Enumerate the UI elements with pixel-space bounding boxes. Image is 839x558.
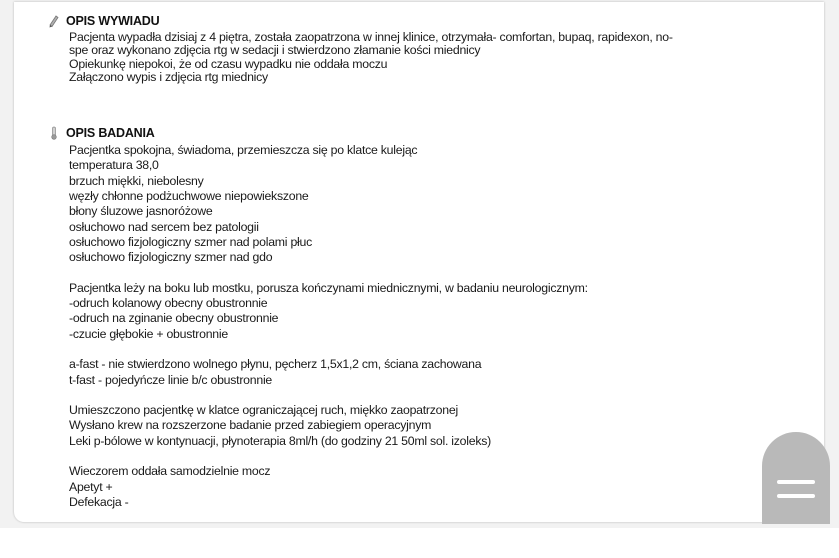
- interview-title: OPIS WYWIADU: [66, 14, 160, 28]
- pencil-icon: [48, 14, 60, 28]
- text-line: Umieszczono pacjentkę w klatce ograniczającej ruch, miękko zaopatrzonej: [69, 403, 458, 418]
- text-line: Wieczorem oddała samodzielnie mocz: [69, 464, 271, 479]
- text-line: Opiekunkę niepokoi, że od czasu wypadku nie oddała moczu: [69, 56, 388, 71]
- text-line: Pacjentka leży na boku lub mostku, porusza kończynami miednicznymi, w badaniu neurologicznym:: [69, 280, 588, 295]
- text-line: -odruch kolanowy obecny obustronnie: [69, 296, 268, 310]
- text-line: osłuchowo fizjologiczny szmer nad gdo: [69, 250, 273, 265]
- text-line: Pacjenta wypadła dzisiaj z 4 piętra, została zaopatrzona w innej klinice, otrzymała- comfortan, bupaq, rapidexon, no-: [69, 30, 673, 44]
- text-line: osłuchowo nad sercem bez patologii: [69, 219, 259, 234]
- text-line: Apetyt +: [69, 479, 113, 494]
- text-line: błony śluzowe jasnoróżowe: [69, 204, 213, 219]
- text-line: a-fast - nie stwierdzono wolnego płynu, pęcherz 1,5x1,2 cm, ściana zachowana: [69, 357, 482, 372]
- exam-title: OPIS BADANIA: [66, 126, 155, 140]
- text-line: -czucie głębokie + obustronnie: [69, 326, 228, 341]
- text-line: Załączono wypis i zdjęcia rtg miednicy: [69, 70, 268, 85]
- text-line: Pacjentka spokojna, świadoma, przemieszcza się po klatce kulejąc: [69, 143, 418, 157]
- thermometer-icon: [48, 126, 60, 140]
- text-line: -odruch na zginanie obecny obustronnie: [69, 311, 279, 326]
- text-line: brzuch miękki, niebolesny: [69, 173, 204, 188]
- text-line: temperatura 38,0: [69, 158, 159, 173]
- record-card: [14, 2, 824, 522]
- text-line: spe oraz wykonano zdjęcia rtg w sedacji i stwierdzono złamanie kości miednicy: [69, 43, 481, 58]
- text-line: Defekacja -: [69, 494, 129, 509]
- text-line: Wysłano krew na rozszerzone badanie przed zabiegiem operacyjnym: [69, 418, 432, 433]
- menu-button[interactable]: [762, 432, 830, 524]
- text-line: t-fast - pojedyńcze linie b/c obustronnie: [69, 372, 273, 387]
- bottom-bar: [0, 528, 839, 558]
- text-line: węzły chłonne podżuchwowe niepowiekszone: [69, 188, 309, 203]
- text-line: osłuchowo fizjologiczny szmer nad polami płuc: [69, 234, 313, 249]
- text-line: Leki p-bólowe w kontynuacji, płynoterapia 8ml/h (do godziny 21 50ml sol. izoleks): [69, 433, 491, 448]
